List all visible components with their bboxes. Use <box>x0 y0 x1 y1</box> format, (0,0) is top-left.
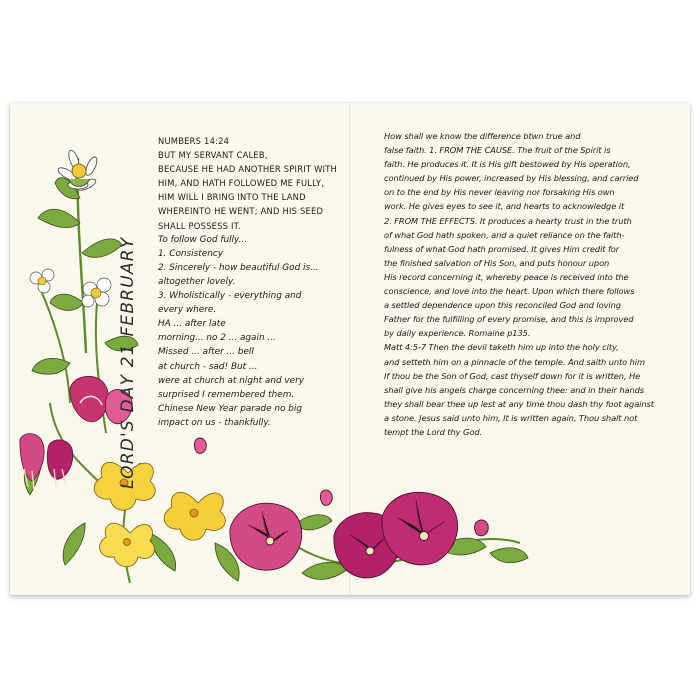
text-line: 2. Sincerely - how beautiful God is... <box>158 262 319 273</box>
text-line: continued by His power, increased by His blessing, and carried <box>384 173 639 184</box>
text-line: were at church at night and very <box>158 375 305 386</box>
text-line: NUMBERS 14:24 <box>158 136 230 146</box>
text-line: by daily experience. Romaine p135. <box>384 328 531 339</box>
text-line: they shall bear thee up lest at any time thou dash thy foot against <box>384 398 654 409</box>
text-line: If thou be the Son of God, cast thyself down for it is written, He <box>384 370 641 381</box>
text-line: every where. <box>158 305 217 316</box>
text-line: morning... no 2 ... again ... <box>158 333 276 344</box>
text-line: BUT MY SERVANT CALEB, <box>158 150 268 161</box>
text-line: Missed ... after ... bell <box>158 347 254 358</box>
date-heading: LORD'S DAY 21 FEBRUARY <box>118 236 138 489</box>
text-line: altogether lovely. <box>158 276 236 287</box>
text-line: Chinese New Year parade no big <box>158 403 302 414</box>
text-line: at church - sad! But ... <box>158 361 258 372</box>
text-line: a stone. Jesus said unto him, It is written again, Thou shalt not <box>384 412 638 423</box>
text-line: surprised I remembered them. <box>158 389 295 400</box>
text-line: 3. Wholistically - everything and <box>158 291 302 302</box>
text-line: work. He gives eyes to see it, and hearts to acknowledge it <box>384 201 625 212</box>
text-line: conscience, and love into the heart. Upon which there follows <box>384 286 635 297</box>
text-line: HIM WILL I BRING INTO THE LAND <box>158 192 306 203</box>
text-line: Matt 4:5-7 Then the devil taketh him up into the holy city, <box>384 342 619 353</box>
text-line: 1. Consistency <box>158 248 223 259</box>
text-line: shall give his angels charge concerning thee: and in their hands <box>384 384 645 395</box>
left-page-text <box>158 134 358 430</box>
text-line: 2. FROM THE EFFECTS. It produces a hearty trust in the truth <box>384 215 632 226</box>
text-line: and setteth him on a pinnacle of the temple. And saith unto him <box>384 356 645 367</box>
text-line: BECAUSE HE HAD ANOTHER SPIRIT WITH <box>158 164 338 175</box>
text-line: a settled dependence upon this reconciled God and loving <box>384 300 621 311</box>
text-line: of what God hath spoken, and a quiet reliance on the faith- <box>384 229 625 240</box>
text-line: faith. He produces it. It is His gift bestowed by His operation, <box>384 159 631 170</box>
text-line: the finished salvation of His Son, and puts honour upon <box>384 257 610 268</box>
text-line: WHEREINTO HE WENT; AND HIS SEED <box>158 206 324 217</box>
text-line: HA ... after late <box>158 319 226 330</box>
text-line: tempt the Lord thy God. <box>384 426 483 437</box>
text-line: Father for the fulfilling of every promise, and this is improved <box>384 314 634 325</box>
text-line: impact on us - thankfully. <box>158 417 271 428</box>
text-line: How shall we know the difference btwn true and <box>384 131 581 141</box>
text-line: His record concerning it, whereby peace is received into the <box>384 271 629 282</box>
pink-morning-glories <box>194 438 488 578</box>
text-line: fulness of what God hath promised. It gives Him credit for <box>384 243 620 254</box>
right-page-text <box>384 129 674 439</box>
text-line: To follow God fully... <box>158 234 248 245</box>
journal-spread <box>10 103 690 595</box>
text-line: HIM, AND HATH FOLLOWED ME FULLY, <box>158 178 325 189</box>
text-line: SHALL POSSESS IT. <box>158 220 241 231</box>
text-line: false faith. 1. FROM THE CAUSE. The fruit of the Spirit is <box>384 145 611 156</box>
text-line: on to the end by His never leaving nor forsaking His own <box>384 187 615 198</box>
